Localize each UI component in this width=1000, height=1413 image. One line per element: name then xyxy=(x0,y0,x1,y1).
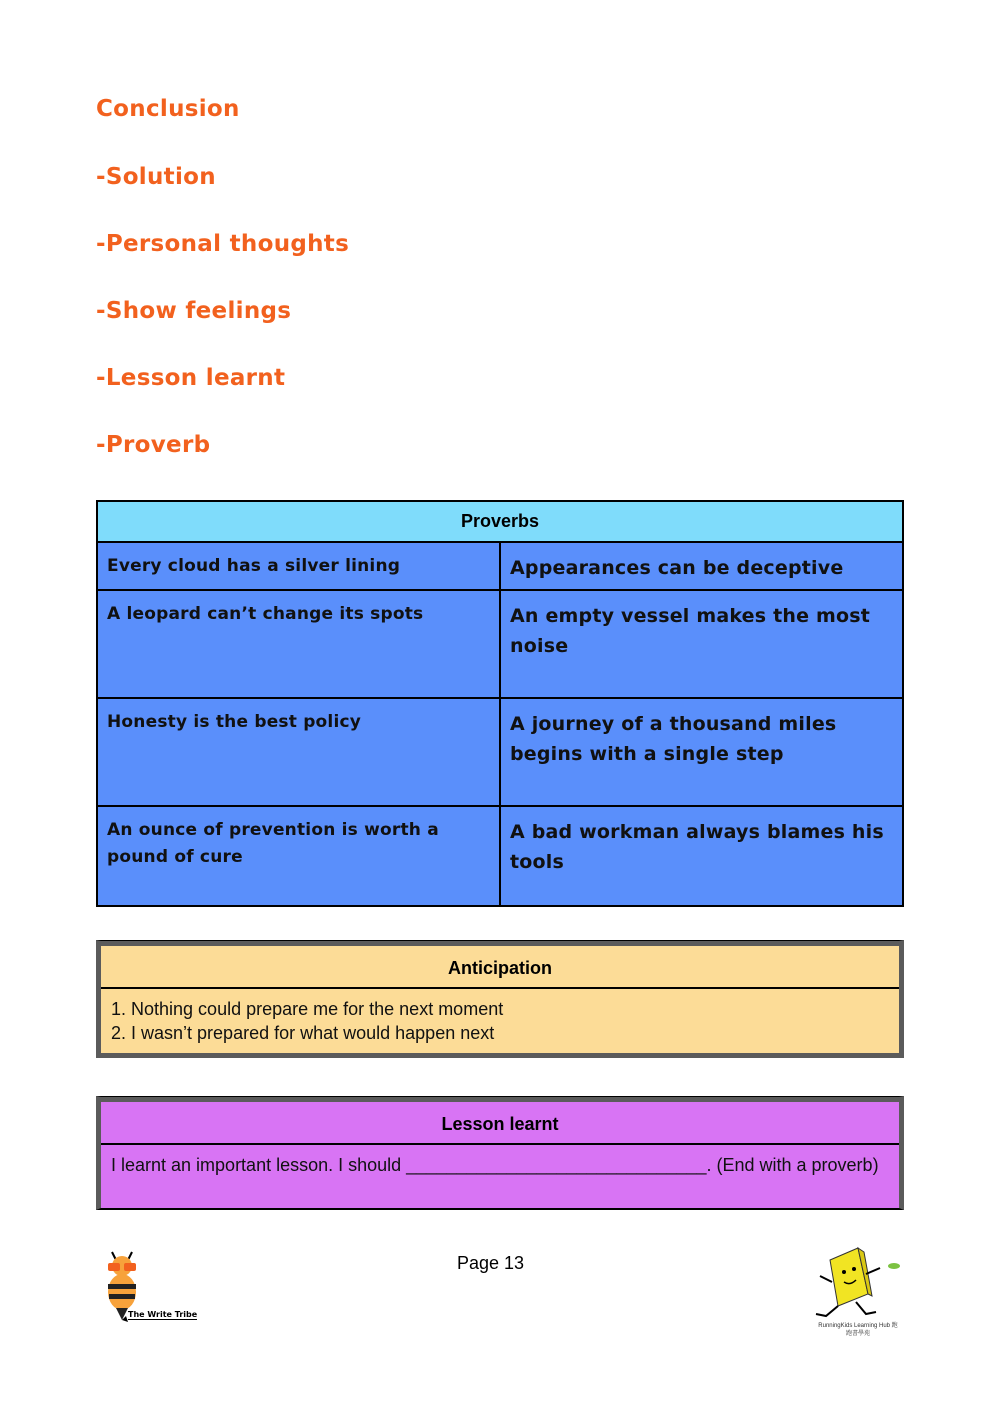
runningkids-caption: RunningKids Learning Hub 跑跑書學苑 xyxy=(818,1323,898,1337)
anticipation-body xyxy=(101,989,899,1045)
proverb-cell: Appearances can be deceptive xyxy=(500,542,903,590)
proverb-cell: A bad workman always blames his tools xyxy=(500,806,903,906)
proverb-cell: An ounce of prevention is worth a pound of cure xyxy=(97,806,500,906)
heading-conclusion: Conclusion xyxy=(96,96,240,122)
write-tribe-caption: The Write Tribe xyxy=(128,1310,198,1319)
heading-lesson-learnt: -Lesson learnt xyxy=(96,365,286,391)
table-row xyxy=(97,698,903,806)
heading-personal-thoughts: -Personal thoughts xyxy=(96,231,350,257)
anticipation-line: 2. I wasn’t prepared for what would happen next xyxy=(111,1023,495,1043)
heading-show-feelings: -Show feelings xyxy=(96,298,292,324)
proverbs-title: Proverbs xyxy=(97,501,903,542)
lesson-learnt-text: I learnt an important lesson. I should ______________________________. (End with a proverb) xyxy=(111,1155,879,1175)
anticipation-box xyxy=(96,940,904,1058)
runningkids-logo xyxy=(808,1242,908,1342)
page-number: Page 13 xyxy=(457,1253,525,1273)
table-row xyxy=(97,590,903,698)
proverb-cell: Honesty is the best policy xyxy=(97,698,500,806)
proverb-cell: An empty vessel makes the most noise xyxy=(500,590,903,698)
heading-proverb: -Proverb xyxy=(96,432,211,458)
proverb-cell: Every cloud has a silver lining xyxy=(97,542,500,590)
write-tribe-logo xyxy=(98,1250,208,1328)
running-book-icon xyxy=(808,1242,908,1322)
table-row xyxy=(97,806,903,906)
proverb-cell: A journey of a thousand miles begins with a single step xyxy=(500,698,903,806)
anticipation-line: 1. Nothing could prepare me for the next moment xyxy=(111,999,504,1019)
proverb-cell: A leopard can’t change its spots xyxy=(97,590,500,698)
heading-solution: -Solution xyxy=(96,164,216,190)
lesson-learnt-title: Lesson learnt xyxy=(101,1097,899,1145)
proverbs-table xyxy=(96,500,904,907)
lesson-learnt-box xyxy=(96,1096,904,1210)
anticipation-title: Anticipation xyxy=(101,941,899,989)
table-row xyxy=(97,542,903,590)
